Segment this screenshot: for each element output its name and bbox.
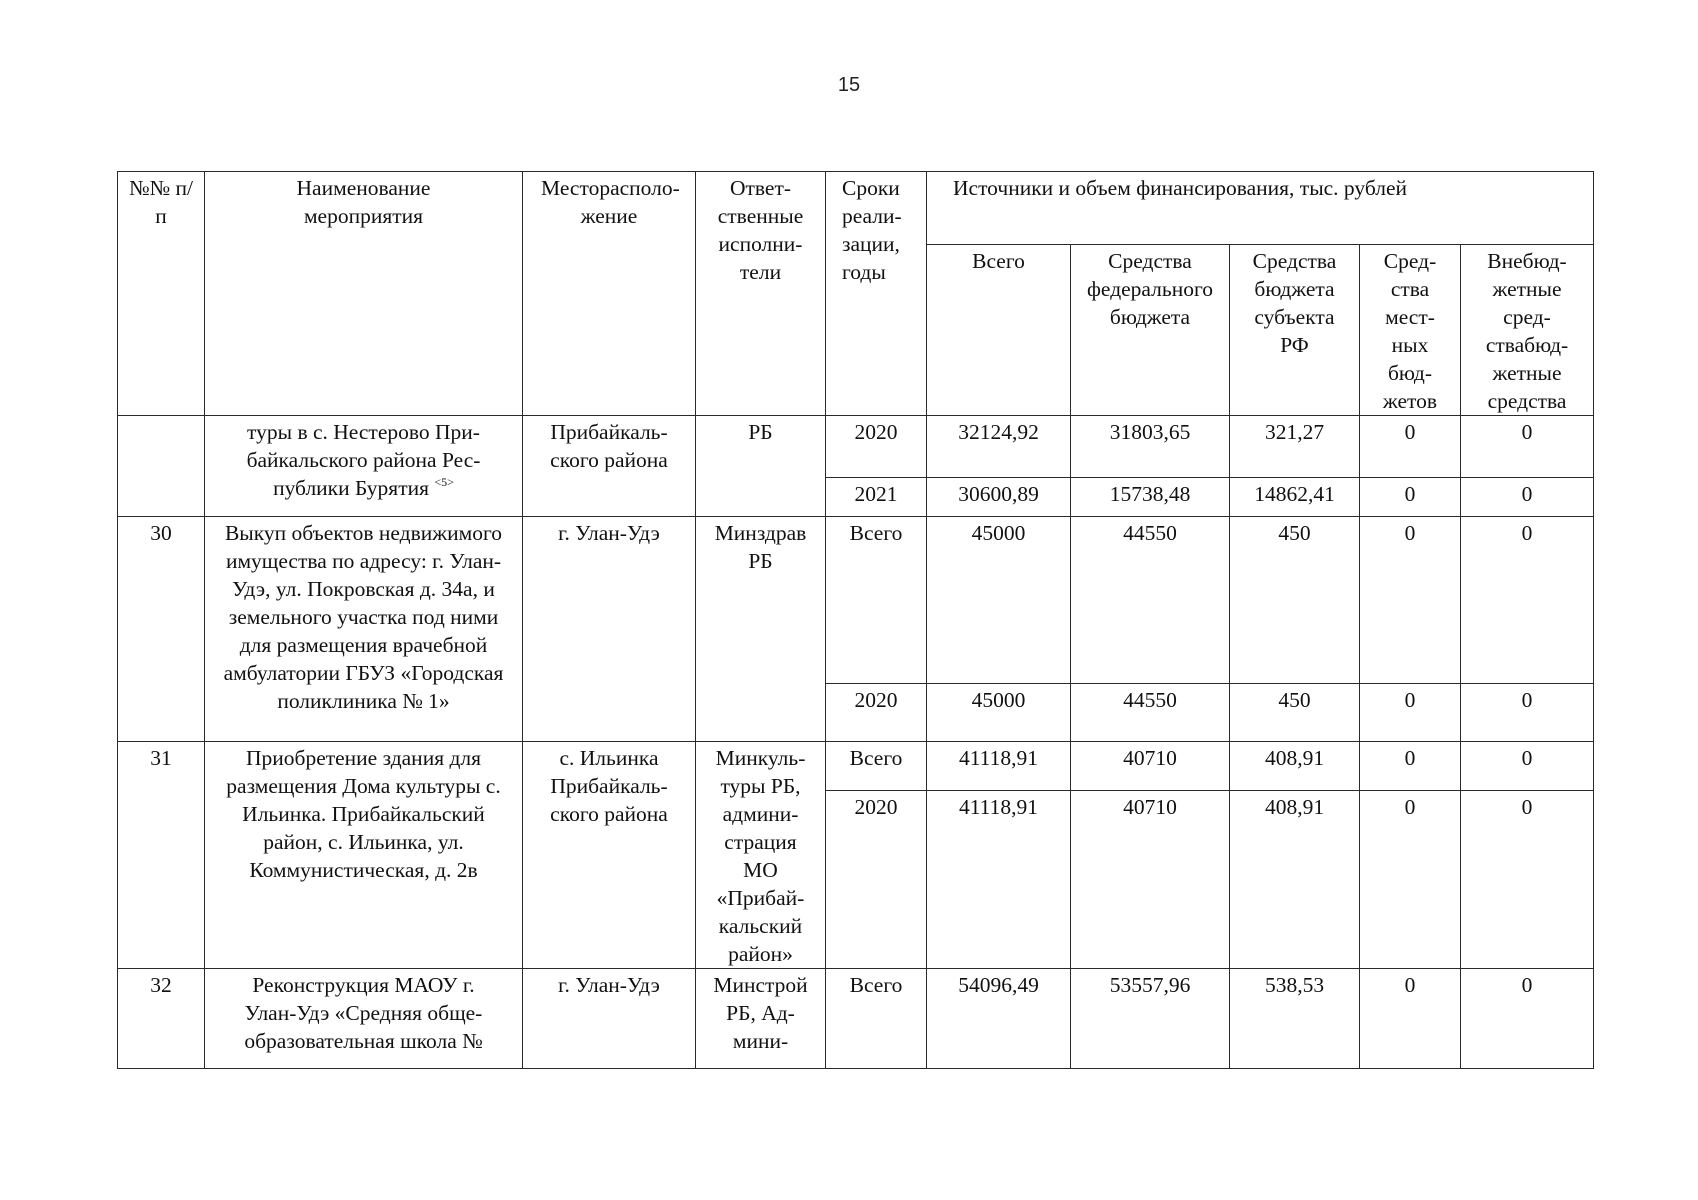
row-subject: 321,27	[1230, 416, 1360, 478]
row-total: 54096,49	[927, 969, 1071, 1069]
row-year: Всего	[826, 969, 927, 1069]
row-subject: 450	[1230, 684, 1360, 742]
row-federal: 31803,65	[1071, 416, 1230, 478]
financing-table	[117, 171, 1594, 1069]
row-total: 30600,89	[927, 478, 1071, 517]
row-name: Приобретение здания для размещения Дома культуры с. Ильинка. Прибайкальский район, с. Ильинка, ул. Коммунистическая, д. 2в	[205, 742, 523, 969]
row-num	[118, 416, 205, 517]
row-subject: 538,53	[1230, 969, 1360, 1069]
row-location: г. Улан-Удэ	[523, 517, 696, 742]
row-federal: 44550	[1071, 684, 1230, 742]
row-year: 2021	[826, 478, 927, 517]
row-local: 0	[1360, 478, 1461, 517]
footnote-marker: <5>	[434, 475, 454, 489]
row-subject: 408,91	[1230, 790, 1360, 968]
row-name	[205, 416, 523, 517]
row-num: 31	[118, 742, 205, 969]
header-federal: Средства федерального бюджета	[1071, 245, 1230, 416]
row-local: 0	[1360, 790, 1461, 968]
row-year: 2020	[826, 416, 927, 478]
header-period: Сроки реализации, годы	[826, 172, 927, 416]
header-row	[118, 172, 1594, 245]
row-num: 32	[118, 969, 205, 1069]
header-extra: Внебюджетные средствабюджетные средства	[1461, 245, 1594, 416]
row-name-text: туры в с. Нестерово Прибайкальского района Республики Бурятия	[246, 420, 481, 500]
row-extra: 0	[1461, 684, 1594, 742]
row-extra: 0	[1461, 517, 1594, 684]
row-federal: 40710	[1071, 790, 1230, 968]
header-location: Месторасположение	[523, 172, 696, 416]
row-federal: 40710	[1071, 742, 1230, 791]
row-responsible: Минстрой РБ, Админи-	[696, 969, 826, 1069]
table-row	[118, 969, 1594, 1069]
row-extra: 0	[1461, 742, 1594, 791]
row-subject: 14862,41	[1230, 478, 1360, 517]
row-federal: 44550	[1071, 517, 1230, 684]
row-total: 41118,91	[927, 742, 1071, 791]
row-total: 45000	[927, 684, 1071, 742]
row-location: с. Ильинка Прибайкальского района	[523, 742, 696, 969]
header-sources: Источники и объем финансирования, тыс. рублей	[927, 172, 1594, 245]
row-location: Прибайкальского района	[523, 416, 696, 517]
header-local: Средства местных бюджетов	[1360, 245, 1461, 416]
header-subject: Средства бюджета субъекта РФ	[1230, 245, 1360, 416]
row-responsible: РБ	[696, 416, 826, 517]
table-row	[118, 517, 1594, 684]
row-total: 32124,92	[927, 416, 1071, 478]
row-num: 30	[118, 517, 205, 742]
header-name: Наименование мероприятия	[205, 172, 523, 416]
row-extra: 0	[1461, 478, 1594, 517]
row-local: 0	[1360, 684, 1461, 742]
header-num: №№ п/п	[118, 172, 205, 416]
row-name: Выкуп объектов недвижимого имущества по адресу: г. Улан-Удэ, ул. Покровская д. 34а, и земельного участка под ними для размещения врачебной амбулатории ГБУЗ «Городская поликлиника № 1»	[205, 517, 523, 742]
row-extra: 0	[1461, 790, 1594, 968]
row-year: 2020	[826, 684, 927, 742]
row-responsible: Минздрав РБ	[696, 517, 826, 742]
page-number: 15	[837, 74, 861, 96]
row-year: Всего	[826, 517, 927, 684]
row-extra: 0	[1461, 416, 1594, 478]
header-responsible: Ответственные исполнители	[696, 172, 826, 416]
row-subject: 408,91	[1230, 742, 1360, 791]
row-local: 0	[1360, 742, 1461, 791]
row-total: 45000	[927, 517, 1071, 684]
row-local: 0	[1360, 517, 1461, 684]
table-row	[118, 416, 1594, 478]
header-total: Всего	[927, 245, 1071, 416]
table-row	[118, 742, 1594, 791]
row-year: Всего	[826, 742, 927, 791]
row-local: 0	[1360, 416, 1461, 478]
row-location: г. Улан-Удэ	[523, 969, 696, 1069]
row-extra: 0	[1461, 969, 1594, 1069]
row-responsible: Минкультуры РБ, администрация МО «Прибайкальский район»	[696, 742, 826, 969]
row-name: Реконструкция МАОУ г. Улан-Удэ «Средняя общеобразовательная школа №	[205, 969, 523, 1069]
row-federal: 15738,48	[1071, 478, 1230, 517]
row-local: 0	[1360, 969, 1461, 1069]
row-subject: 450	[1230, 517, 1360, 684]
row-federal: 53557,96	[1071, 969, 1230, 1069]
row-total: 41118,91	[927, 790, 1071, 968]
row-year: 2020	[826, 790, 927, 968]
